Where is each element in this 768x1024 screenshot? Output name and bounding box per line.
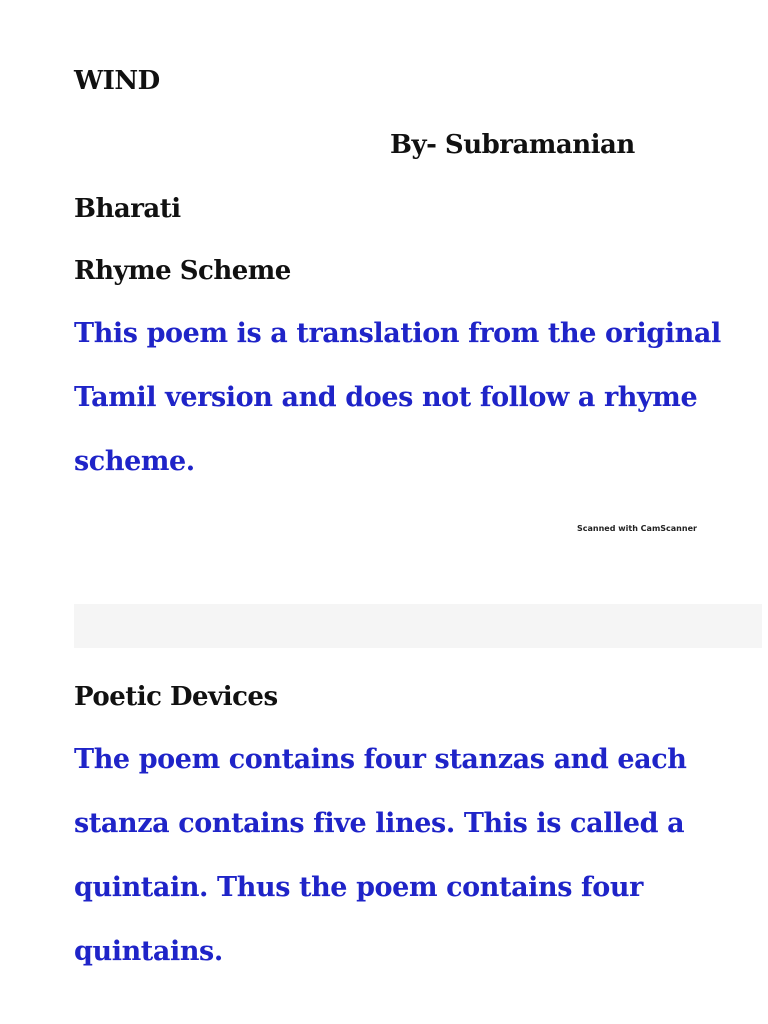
author-line-surname: Bharati [74, 194, 181, 224]
page-separator [74, 604, 762, 648]
poetic-devices-text-line: The poem contains four stanzas and each [74, 744, 687, 775]
poetic-devices-text-line: quintain. Thus the poem contains four [74, 872, 643, 903]
poetic-devices-text-line: quintains. [74, 936, 223, 967]
poetic-devices-text-line: stanza contains five lines. This is called a [74, 808, 685, 839]
rhyme-scheme-text-line: This poem is a translation from the original [74, 318, 721, 349]
author-line-by: By- Subramanian [390, 130, 635, 160]
rhyme-scheme-text-line: Tamil version and does not follow a rhyme [74, 382, 698, 413]
camscanner-watermark: Scanned with CamScanner [577, 524, 697, 533]
poetic-devices-heading: Poetic Devices [74, 682, 278, 712]
poem-title: WIND [74, 66, 160, 96]
rhyme-scheme-heading: Rhyme Scheme [74, 256, 291, 286]
rhyme-scheme-text-line: scheme. [74, 446, 195, 477]
